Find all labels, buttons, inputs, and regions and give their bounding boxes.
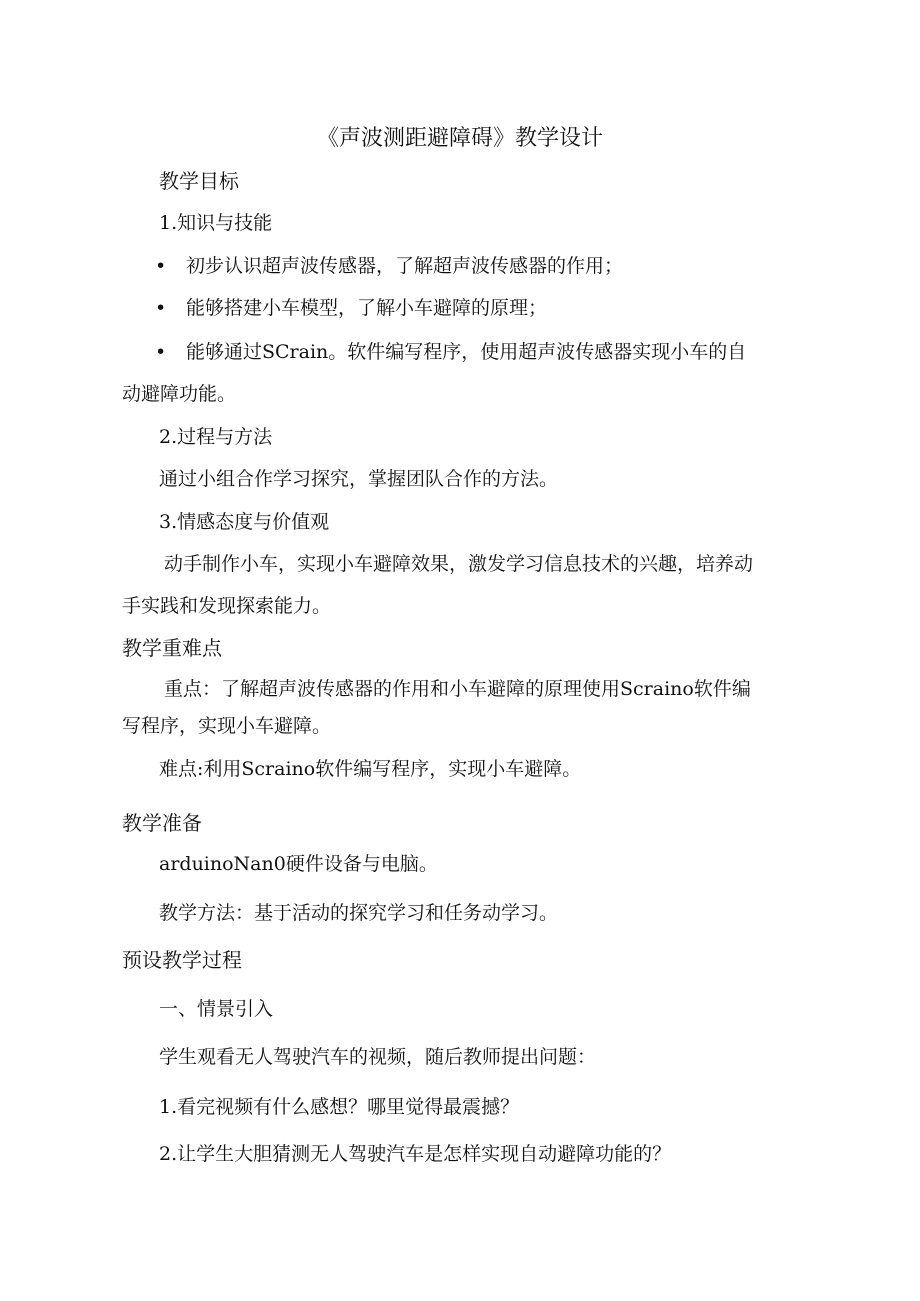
objectives-heading: 教学目标 [159,169,239,193]
page-title: 《声波测距避障碍》教学设计 [316,126,603,151]
question-2: 2.让学生大胆猜测无人驾驶汽车是怎样实现自动避障功能的？ [159,1143,672,1165]
attitude-heading: 3.情感态度与价值观 [159,511,330,533]
equipment-text: arduinoNan0硬件设备与电脑。 [159,853,438,875]
key-points-heading: 教学重难点 [122,636,222,660]
attitude-text-1: 动手制作小车，实现小车避障效果，激发学习信息技术的兴趣，培养动 [164,553,754,575]
question-1: 1.看完视频有什么感想？哪里觉得最震撼？ [159,1096,520,1118]
attitude-text-2: 手实践和发现探索能力。 [122,595,332,617]
bullet-icon: • [155,255,167,277]
method-text: 教学方法：基于活动的探究学习和任务动学习。 [159,902,559,924]
process-heading: 2.过程与方法 [159,426,273,448]
knowledge-bullet-3-cont: 动避障功能。 [122,383,237,405]
bullet-icon: • [155,297,167,319]
section-intro-heading: 一、情景引入 [159,998,274,1020]
knowledge-bullet-1: 初步认识超声波传感器，了解超声波传感器的作用； [186,255,624,277]
focus-text-2: 写程序，实现小车避障。 [122,715,332,737]
preparation-heading: 教学准备 [122,811,202,835]
process-text: 通过小组合作学习探究，掌握团队合作的方法。 [159,468,559,490]
knowledge-heading: 1.知识与技能 [159,212,273,234]
knowledge-bullet-3: 能够通过SCrain。软件编写程序，使用超声波传感器实现小车的自 [186,341,747,363]
process-design-heading: 预设教学过程 [122,948,242,972]
difficulty-text: 难点:利用Scraino软件编写程序，实现小车避障。 [159,758,582,780]
intro-text: 学生观看无人驾驶汽车的视频，随后教师提出问题： [159,1046,597,1068]
knowledge-bullet-2: 能够搭建小车模型，了解小车避障的原理； [186,297,548,319]
bullet-icon: • [155,341,167,363]
focus-text-1: 重点：了解超声波传感器的作用和小车避障的原理使用Scraino软件编 [164,678,751,700]
